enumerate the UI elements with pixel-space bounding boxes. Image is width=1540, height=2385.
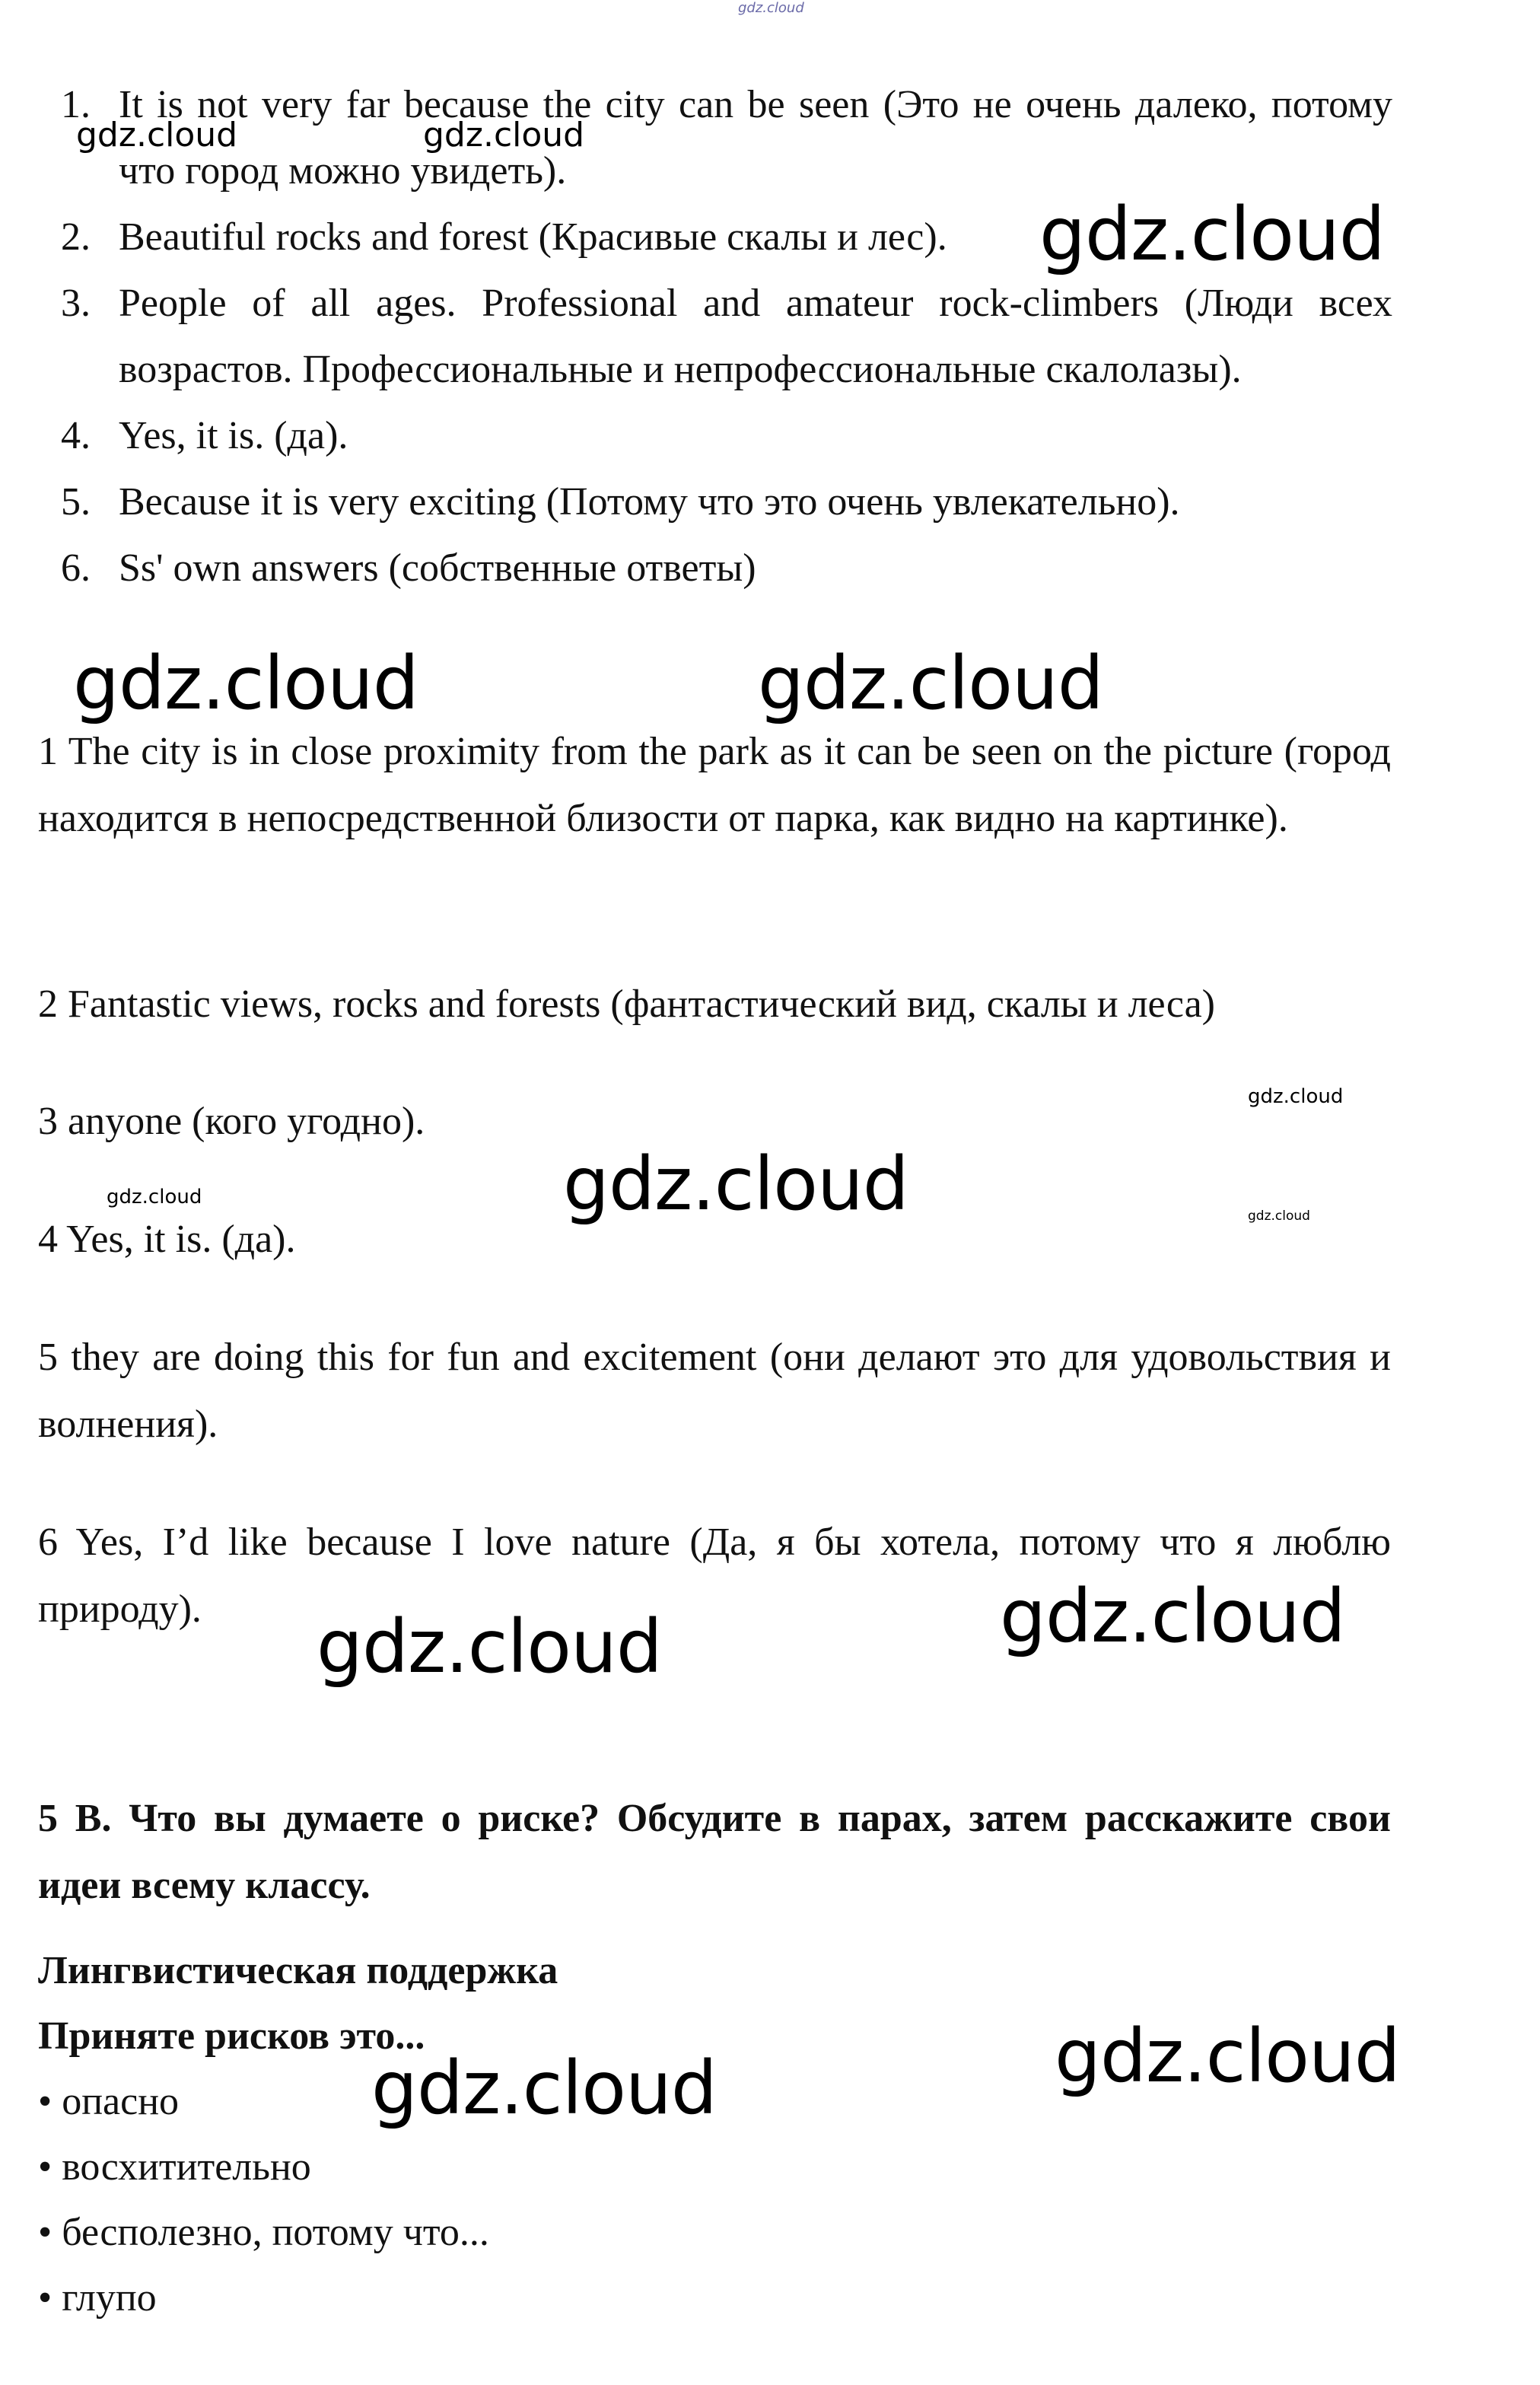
list-item bbox=[61, 72, 1392, 204]
list-item-text: Beautiful rocks and forest (Красивые скалы и лес). bbox=[119, 215, 947, 259]
watermark: gdz.cloud bbox=[563, 1142, 908, 1227]
list-item-text: People of all ages. Professional and amateur rock-climbers (Люди всех возрастов. Профессиональные и непрофессиональные скалолазы). bbox=[119, 282, 1392, 391]
list-item bbox=[61, 535, 1392, 601]
support-title: Лингвистическая поддержка bbox=[38, 1949, 558, 1992]
bullet-item: • глупо bbox=[38, 2276, 157, 2320]
watermark: gdz.cloud bbox=[1000, 1574, 1345, 1659]
watermark: gdz.cloud bbox=[76, 116, 238, 154]
answer-paragraph-5: 5 they are doing this for fun and excitement (они делают это для удовольствия и волнения). bbox=[38, 1336, 1391, 1446]
task-heading: 5 В. Что вы думаете о риске? Обсудите в парах, затем расскажите свои идеи всему классу. bbox=[38, 1797, 1391, 1907]
answer-paragraph-3: 3 anyone (кого угодно). bbox=[38, 1100, 425, 1143]
list-item-number: 5. bbox=[61, 480, 91, 524]
watermark: gdz.cloud bbox=[423, 116, 585, 154]
watermark: gdz.cloud bbox=[107, 1186, 202, 1208]
watermark: gdz.cloud bbox=[758, 641, 1103, 726]
list-item-text: It is not very far because the city can be seen (Это не очень далеко, потому что город можно увидеть). bbox=[119, 83, 1392, 193]
watermark-top: gdz.cloud bbox=[738, 0, 804, 16]
watermark: gdz.cloud bbox=[1248, 1208, 1310, 1224]
watermark: gdz.cloud bbox=[73, 641, 418, 726]
list-item-number: 3. bbox=[61, 282, 91, 325]
answer-paragraph-1: 1 The city is in close proximity from the park as it can be seen on the picture (город находится в непосредственной близости от парка, как видно на картинке). bbox=[38, 730, 1391, 840]
watermark: gdz.cloud bbox=[1039, 192, 1385, 277]
list-item-number: 1. bbox=[61, 83, 91, 126]
support-lead: Приняте рисков это... bbox=[38, 2014, 425, 2058]
list-item bbox=[61, 469, 1392, 535]
watermark: gdz.cloud bbox=[317, 1604, 662, 1689]
list-item-text: Because it is very exciting (Потому что это очень увлекательно). bbox=[119, 480, 1180, 524]
list-item-number: 6. bbox=[61, 546, 91, 590]
list-item-number: 4. bbox=[61, 414, 91, 457]
answer-paragraph-4: 4 Yes, it is. (да). bbox=[38, 1218, 296, 1261]
list-item bbox=[61, 403, 1392, 469]
numbered-answer-list bbox=[61, 72, 1392, 601]
answer-paragraph-2: 2 Fantastic views, rocks and forests (фантастический вид, скалы и леса) bbox=[38, 982, 1215, 1026]
bullet-item: • восхитительно bbox=[38, 2145, 311, 2189]
watermark: gdz.cloud bbox=[371, 2046, 717, 2131]
list-item bbox=[61, 270, 1392, 403]
answer-paragraph-6: 6 Yes, I’d like because I love nature (Да, я бы хотела, потому что я люблю природу). bbox=[38, 1520, 1391, 1631]
list-item-text: Yes, it is. (да). bbox=[119, 414, 348, 457]
list-item-text: Ss' own answers (собственные ответы) bbox=[119, 546, 756, 590]
watermark: gdz.cloud bbox=[1248, 1085, 1344, 1108]
bullet-item: • бесполезно, потому что... bbox=[38, 2211, 489, 2254]
watermark: gdz.cloud bbox=[1055, 2014, 1400, 2099]
bullet-item: • опасно bbox=[38, 2080, 180, 2123]
list-item-number: 2. bbox=[61, 215, 91, 259]
